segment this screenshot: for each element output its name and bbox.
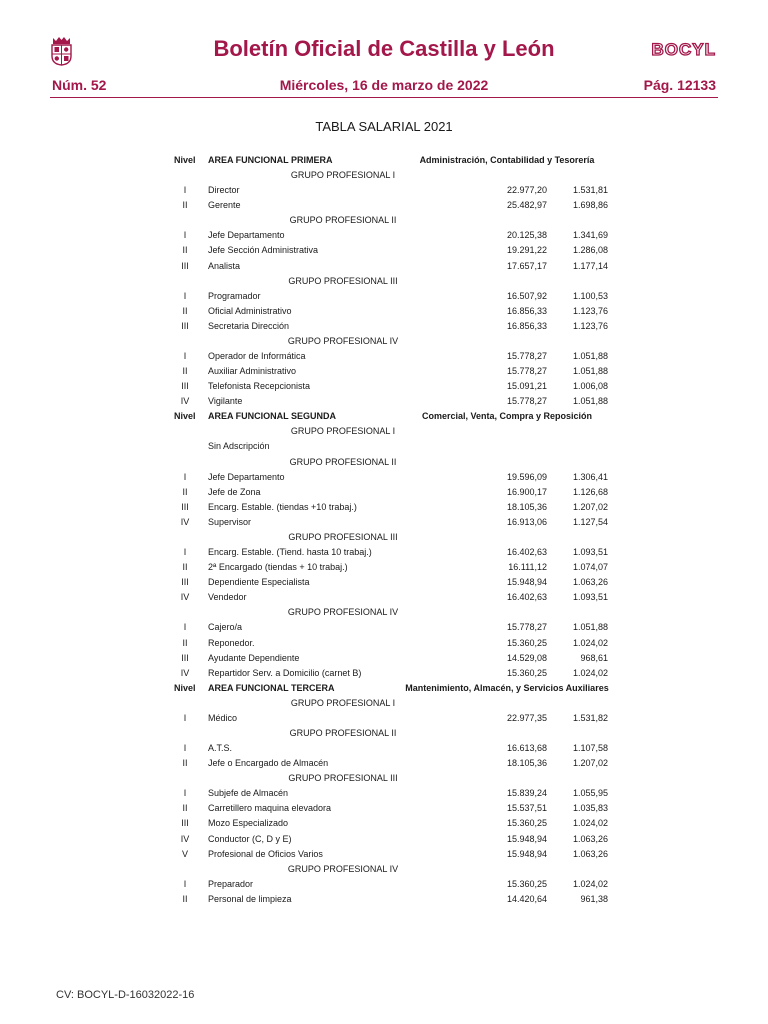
area-department: Administración, Contabilidad y Tesorería	[419, 155, 595, 165]
level-cell: III	[181, 381, 189, 392]
table-row	[0, 319, 768, 334]
level-cell: III	[181, 501, 189, 512]
category-cell: Operador de Informática	[208, 351, 306, 362]
monthly-salary-cell: 1.126,68	[572, 486, 608, 497]
category-cell: Preparador	[208, 878, 254, 889]
area-header-row	[0, 409, 768, 424]
monthly-salary-cell: 1.063,26	[572, 577, 608, 588]
category-cell: 2ª Encargado (tiendas + 10 trabaj.)	[208, 562, 348, 573]
table-row	[0, 636, 768, 651]
group-header-row	[0, 274, 768, 289]
monthly-salary-cell: 1.177,14	[572, 260, 608, 271]
table-title: TABLA SALARIAL 2021	[315, 119, 453, 134]
area-name: AREA FUNCIONAL PRIMERA	[208, 155, 333, 165]
group-label: GRUPO PROFESIONAL II	[289, 215, 397, 226]
level-cell: IV	[180, 592, 190, 603]
table-row	[0, 545, 768, 560]
category-cell: Jefe Departamento	[208, 230, 285, 241]
level-cell: II	[182, 562, 188, 573]
category-cell: Jefe Sección Administrativa	[208, 245, 319, 256]
annual-salary-cell: 22.977,35	[506, 712, 547, 723]
header-divider	[50, 97, 718, 98]
monthly-salary-cell: 1.123,76	[572, 305, 608, 316]
category-cell: Secretaria Dirección	[208, 320, 290, 331]
level-header: Nivel	[174, 155, 196, 165]
table-row	[0, 816, 768, 831]
monthly-salary-cell: 1.024,02	[572, 878, 608, 889]
annual-salary-cell: 15.537,51	[506, 803, 547, 814]
level-cell: V	[181, 848, 188, 859]
group-header-row	[0, 213, 768, 228]
level-header: Nivel	[174, 411, 196, 422]
level-cell: I	[183, 290, 187, 301]
annual-salary-cell: 19.291,22	[506, 245, 547, 256]
level-cell: II	[182, 486, 188, 497]
level-cell: III	[181, 818, 189, 829]
level-cell: II	[182, 893, 188, 904]
annual-salary-cell: 15.091,21	[506, 381, 547, 392]
level-cell: II	[182, 366, 188, 377]
category-cell: Jefe de Zona	[208, 486, 261, 497]
group-header-row	[0, 455, 768, 470]
page-title: Boletín Oficial de Castilla y León	[213, 36, 555, 61]
group-header-row	[0, 696, 768, 711]
salary-table	[0, 153, 768, 907]
annual-salary-cell: 19.596,09	[506, 471, 547, 482]
annual-salary-cell: 16.900,17	[506, 486, 547, 497]
monthly-salary-cell: 961,38	[580, 893, 608, 904]
level-cell: I	[183, 622, 187, 633]
level-cell: II	[182, 245, 188, 256]
level-cell: I	[183, 351, 187, 362]
monthly-salary-cell: 1.093,51	[572, 592, 608, 603]
monthly-salary-cell: 1.055,95	[572, 788, 608, 799]
category-cell: Subjefe de Almacén	[208, 788, 289, 799]
monthly-salary-cell: 1.341,69	[572, 230, 608, 241]
table-row	[0, 832, 768, 847]
category-cell: Reponedor.	[208, 637, 255, 648]
annual-salary-cell: 14.420,64	[506, 893, 547, 904]
annual-salary-cell: 15.360,25	[506, 878, 547, 889]
annual-salary-cell: 15.948,94	[506, 848, 547, 859]
monthly-salary-cell: 1.207,02	[572, 501, 608, 512]
annual-salary-cell: 15.778,27	[506, 396, 547, 407]
annual-salary-cell: 15.360,25	[506, 667, 547, 678]
annual-salary-cell: 16.402,63	[506, 547, 547, 558]
category-cell: Sin Adscripción	[208, 441, 270, 452]
category-cell: Gerente	[208, 200, 241, 211]
table-row	[0, 394, 768, 409]
annual-salary-cell: 15.778,27	[506, 366, 547, 377]
level-cell: I	[183, 185, 187, 196]
annual-salary-cell: 17.657,17	[506, 260, 547, 271]
category-cell: Médico	[208, 712, 238, 723]
monthly-salary-cell: 1.035,83	[572, 803, 608, 814]
annual-salary-cell: 20.125,38	[506, 230, 547, 241]
group-header-row	[0, 530, 768, 545]
annual-salary-cell: 15.778,27	[506, 622, 547, 633]
issue-date: Miércoles, 16 de marzo de 2022	[279, 77, 489, 93]
annual-salary-cell: 18.105,36	[506, 501, 547, 512]
monthly-salary-cell: 1.100,53	[572, 290, 608, 301]
table-row	[0, 801, 768, 816]
annual-salary-cell: 15.948,94	[506, 577, 547, 588]
table-row	[0, 500, 768, 515]
monthly-salary-cell: 1.127,54	[572, 516, 608, 527]
monthly-salary-cell: 1.063,26	[572, 833, 608, 844]
monthly-salary-cell: 1.024,02	[572, 818, 608, 829]
group-label: GRUPO PROFESIONAL IV	[287, 335, 399, 346]
annual-salary-cell: 25.482,97	[506, 200, 547, 211]
document-cv: CV: BOCYL-D-16032022-16	[56, 989, 195, 1001]
monthly-salary-cell: 1.006,08	[572, 381, 608, 392]
area-header-row	[0, 681, 768, 696]
level-header: Nivel	[174, 682, 196, 693]
group-label: GRUPO PROFESIONAL III	[288, 275, 398, 286]
group-label: GRUPO PROFESIONAL III	[288, 531, 398, 542]
category-cell: Auxiliar Administrativo	[208, 366, 297, 377]
monthly-salary-cell: 1.306,41	[572, 471, 608, 482]
level-cell: I	[183, 788, 187, 799]
level-cell: IV	[180, 667, 190, 678]
table-row	[0, 439, 768, 454]
category-cell: Oficial Administrativo	[208, 305, 292, 316]
area-department: Mantenimiento, Almacén, y Servicios Auxiliares	[405, 682, 609, 693]
table-row	[0, 304, 768, 319]
category-cell: Encarg. Estable. (tiendas +10 trabaj.)	[208, 501, 357, 512]
area-name: AREA FUNCIONAL TERCERA	[208, 682, 335, 693]
level-cell: I	[183, 547, 187, 558]
annual-salary-cell: 16.402,63	[506, 592, 547, 603]
category-cell: Vendedor	[208, 592, 247, 603]
category-cell: Director	[208, 185, 240, 196]
category-cell: Programador	[208, 290, 261, 301]
category-cell: A.T.S.	[208, 743, 233, 754]
monthly-salary-cell: 1.123,76	[572, 320, 608, 331]
table-row	[0, 575, 768, 590]
table-row	[0, 198, 768, 213]
level-cell: IV	[180, 516, 190, 527]
annual-salary-cell: 18.105,36	[506, 758, 547, 769]
category-cell: Repartidor Serv. a Domicilio (carnet B)	[208, 667, 362, 678]
table-row	[0, 651, 768, 666]
monthly-salary-cell: 1.051,88	[572, 396, 608, 407]
level-cell: I	[183, 743, 187, 754]
area-header-row	[0, 153, 768, 168]
table-row	[0, 666, 768, 681]
table-row	[0, 620, 768, 635]
group-label: GRUPO PROFESIONAL I	[290, 697, 396, 708]
level-cell: II	[182, 803, 188, 814]
level-cell: I	[183, 471, 187, 482]
level-cell: III	[181, 577, 189, 588]
category-cell: Jefe o Encargado de Almacén	[208, 758, 329, 769]
level-cell: I	[183, 712, 187, 723]
table-row	[0, 485, 768, 500]
annual-salary-cell: 16.913,06	[506, 516, 547, 527]
group-label: GRUPO PROFESIONAL I	[290, 426, 396, 437]
level-cell: I	[183, 230, 187, 241]
table-row	[0, 847, 768, 862]
category-cell: Jefe Departamento	[208, 471, 285, 482]
group-header-row	[0, 334, 768, 349]
table-row	[0, 379, 768, 394]
group-label: GRUPO PROFESIONAL IV	[287, 863, 399, 874]
monthly-salary-cell: 1.093,51	[572, 547, 608, 558]
category-cell: Telefonista Recepcionista	[208, 381, 311, 392]
table-row	[0, 756, 768, 771]
category-cell: Mozo Especializado	[208, 818, 289, 829]
table-row	[0, 228, 768, 243]
annual-salary-cell: 16.856,33	[506, 305, 547, 316]
category-cell: Cajero/a	[208, 622, 243, 633]
table-row	[0, 560, 768, 575]
monthly-salary-cell: 1.051,88	[572, 366, 608, 377]
category-cell: Ayudante Dependiente	[208, 652, 300, 663]
annual-salary-cell: 15.778,27	[506, 351, 547, 362]
monthly-salary-cell: 1.024,02	[572, 667, 608, 678]
table-row	[0, 364, 768, 379]
level-cell: II	[182, 305, 188, 316]
monthly-salary-cell: 1.063,26	[572, 848, 608, 859]
annual-salary-cell: 16.856,33	[506, 320, 547, 331]
category-cell: Analista	[208, 260, 241, 271]
monthly-salary-cell: 1.051,88	[572, 351, 608, 362]
group-label: GRUPO PROFESIONAL II	[289, 727, 397, 738]
category-cell: Conductor (C, D y E)	[208, 833, 292, 844]
table-row	[0, 711, 768, 726]
level-cell: IV	[180, 396, 190, 407]
group-header-row	[0, 862, 768, 877]
table-row	[0, 243, 768, 258]
monthly-salary-cell: 1.531,81	[572, 185, 608, 196]
table-row	[0, 183, 768, 198]
table-row	[0, 259, 768, 274]
group-label: GRUPO PROFESIONAL I	[290, 170, 396, 181]
area-name: AREA FUNCIONAL SEGUNDA	[208, 411, 337, 422]
monthly-salary-cell: 1.531,82	[572, 712, 608, 723]
group-header-row	[0, 605, 768, 620]
annual-salary-cell: 15.948,94	[506, 833, 547, 844]
annual-salary-cell: 15.360,25	[506, 637, 547, 648]
group-label: GRUPO PROFESIONAL II	[289, 456, 397, 467]
level-cell: III	[181, 260, 189, 271]
monthly-salary-cell: 1.107,58	[572, 743, 608, 754]
level-cell: II	[182, 200, 188, 211]
annual-salary-cell: 16.613,68	[506, 743, 547, 754]
table-row	[0, 786, 768, 801]
monthly-salary-cell: 1.286,08	[572, 245, 608, 256]
group-header-row	[0, 168, 768, 183]
level-cell: IV	[180, 833, 190, 844]
monthly-salary-cell: 968,61	[580, 652, 608, 663]
table-row	[0, 289, 768, 304]
group-header-row	[0, 726, 768, 741]
page-number: Pág. 12133	[643, 77, 716, 93]
category-cell: Profesional de Oficios Varios	[208, 848, 323, 859]
issue-number: Núm. 52	[52, 77, 107, 93]
bocyl-logo: BOCYL	[651, 40, 716, 59]
category-cell: Dependiente Especialista	[208, 577, 310, 588]
category-cell: Carretillero maquina elevadora	[208, 803, 332, 814]
table-row	[0, 470, 768, 485]
category-cell: Personal de limpieza	[208, 893, 292, 904]
level-cell: I	[183, 878, 187, 889]
monthly-salary-cell: 1.207,02	[572, 758, 608, 769]
annual-salary-cell: 22.977,20	[506, 185, 547, 196]
annual-salary-cell: 16.111,12	[508, 562, 547, 573]
monthly-salary-cell: 1.051,88	[572, 622, 608, 633]
monthly-salary-cell: 1.024,02	[572, 637, 608, 648]
level-cell: II	[182, 637, 188, 648]
table-row	[0, 892, 768, 907]
table-row	[0, 349, 768, 364]
level-cell: II	[182, 758, 188, 769]
table-row	[0, 877, 768, 892]
category-cell: Supervisor	[208, 516, 252, 527]
monthly-salary-cell: 1.698,86	[572, 200, 608, 211]
group-label: GRUPO PROFESIONAL IV	[287, 607, 399, 618]
area-department: Comercial, Venta, Compra y Reposición	[421, 411, 593, 422]
annual-salary-cell: 15.360,25	[506, 818, 547, 829]
table-row	[0, 515, 768, 530]
table-row	[0, 741, 768, 756]
annual-salary-cell: 15.839,24	[506, 788, 547, 799]
category-cell: Vigilante	[208, 396, 243, 407]
monthly-salary-cell: 1.074,07	[572, 562, 608, 573]
group-header-row	[0, 424, 768, 439]
annual-salary-cell: 16.507,92	[506, 290, 547, 301]
group-label: GRUPO PROFESIONAL III	[288, 773, 398, 784]
annual-salary-cell: 14.529,08	[506, 652, 547, 663]
category-cell: Encarg. Estable. (Tiend. hasta 10 trabaj.)	[208, 547, 372, 558]
level-cell: III	[181, 652, 189, 663]
table-row	[0, 590, 768, 605]
level-cell: III	[181, 320, 189, 331]
group-header-row	[0, 771, 768, 786]
